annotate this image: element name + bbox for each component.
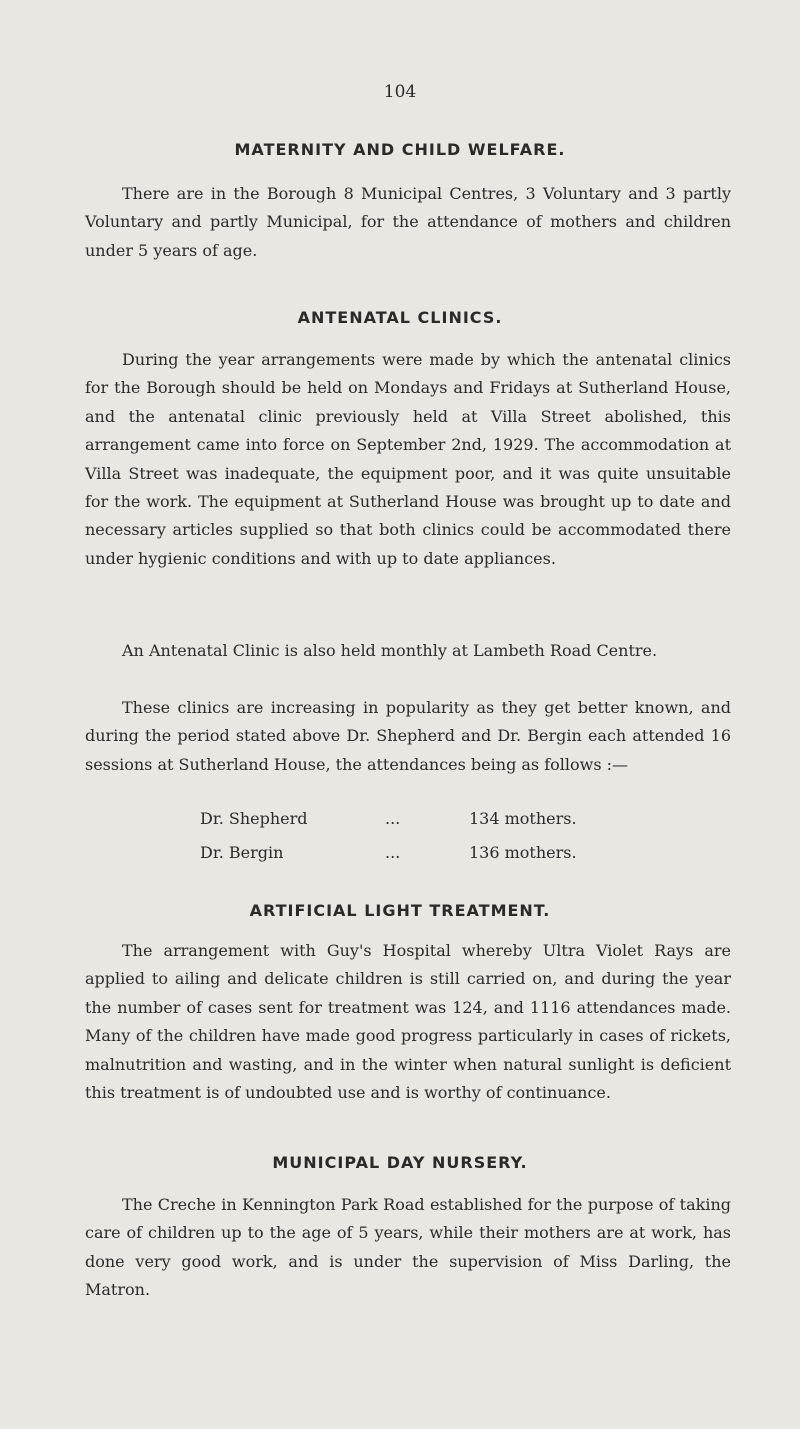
heading-nursery: MUNICIPAL DAY NURSERY. — [272, 1153, 528, 1172]
attendance-count: 134 mothers. — [469, 809, 577, 828]
attendance-doctor: Dr. Shepherd — [200, 809, 308, 828]
heading-artificial-light: ARTIFICIAL LIGHT TREATMENT. — [249, 901, 551, 920]
paragraph-antenatal-1: During the year arrangements were made by which the antenatal clinics for the Borough should be held on Mondays and Fridays at Sutherland House, and the antenatal clinic previously held at Villa Street abolished, this arrangement came into force on September 2nd, 1929. The accommodation at Villa Street was inadequate, the equipment poor, and it was quite unsuitable for the work. The equipment at Sutherland House was brought up to date and necessary articles supplied so that both clinics could be accommodated there under hygienic conditions and with up to date appliances. — [85, 350, 731, 568]
heading-maternity: MATERNITY AND CHILD WELFARE. — [234, 140, 566, 159]
attendance-row — [0, 843, 800, 867]
paragraph-nursery: The Creche in Kennington Park Road established for the purpose of taking care of children up to the age of 5 years, while their mothers are at work, has done very good work, and is under the supervision of Miss Darling, the Matron. — [85, 1195, 731, 1300]
attendance-leader: ... — [385, 843, 401, 862]
attendance-leader: ... — [385, 809, 401, 828]
paragraph-antenatal-3: These clinics are increasing in popularity as they get better known, and during the period stated above Dr. Shepherd and Dr. Bergin each attended 16 sessions at Sutherland House, the attendances being as follows :— — [85, 698, 731, 774]
paragraph-artificial-light: The arrangement with Guy's Hospital whereby Ultra Violet Rays are applied to ailing and delicate children is still carried on, and during the year the number of cases sent for treatment was 124, and 1116 attendances made. Many of the children have made good progress particularly in cases of rickets, malnutrition and wasting, and in the winter when natural sunlight is deficient this treatment is of undoubted use and is worthy of continuance. — [85, 941, 731, 1103]
paragraph-antenatal-2: An Antenatal Clinic is also held monthly at Lambeth Road Centre. — [122, 641, 658, 660]
heading-antenatal: ANTENATAL CLINICS. — [297, 308, 503, 327]
paragraph-maternity: There are in the Borough 8 Municipal Centres, 3 Voluntary and 3 partly Voluntary and partly Municipal, for the attendance of mothers and children under 5 years of age. — [85, 184, 731, 260]
attendance-count: 136 mothers. — [469, 843, 577, 862]
attendance-doctor: Dr. Bergin — [200, 843, 284, 862]
attendance-row — [0, 809, 800, 833]
page-number: 104 — [383, 82, 417, 102]
